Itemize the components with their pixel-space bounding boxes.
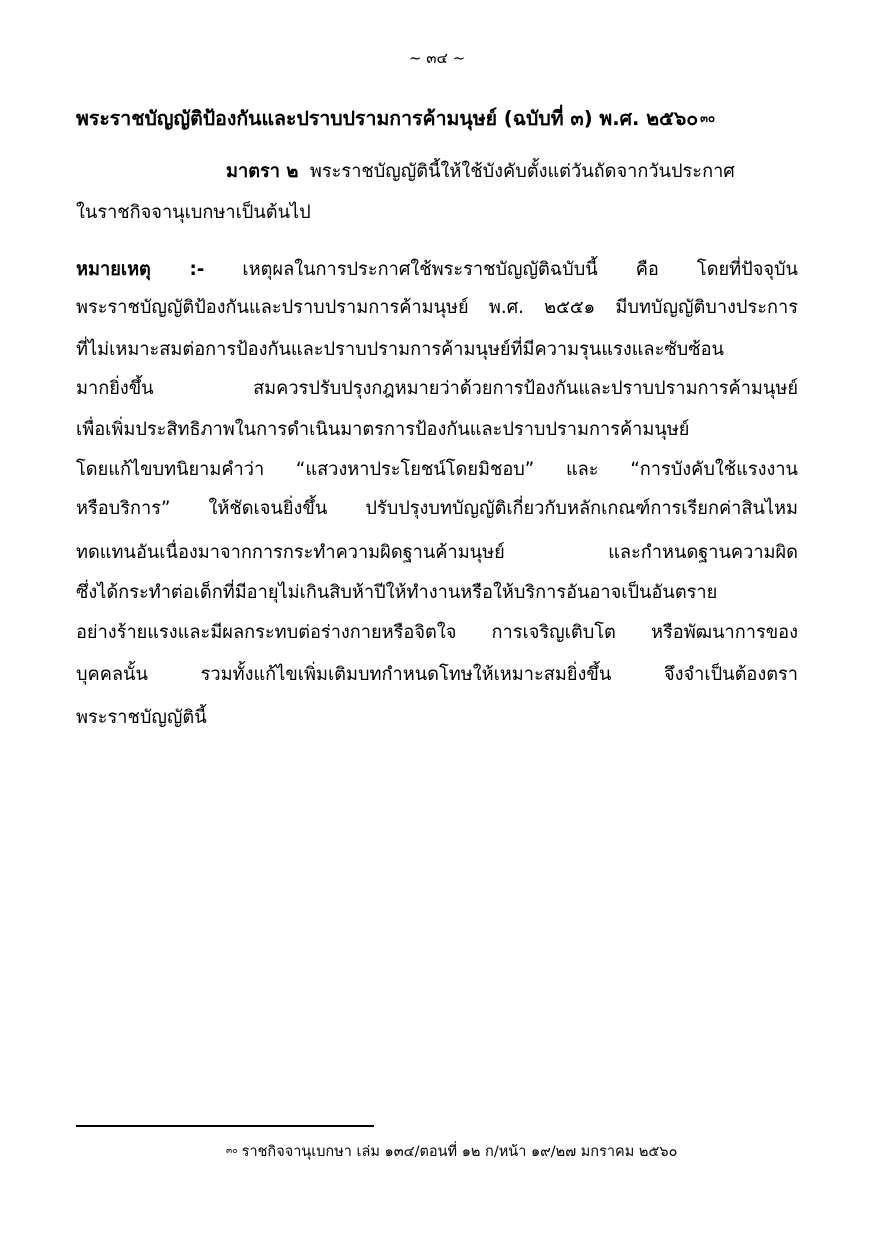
remark-line-6: โดยแก้ไขบทนิยามคำว่า “แสวงหาประโยชน์โดยมิชอบ” และ “การบังคับใช้แรงงาน: [76, 459, 798, 480]
remark-line-4: มากยิ่งขึ้น สมควรปรับปรุงกฎหมายว่าด้วยการป้องกันและปราบปรามการค้ามนุษย์: [76, 378, 798, 399]
remark-line-12: พระราชบัญญัตินี้: [76, 707, 207, 728]
remark-line-5: เพื่อเพิ่มประสิทธิภาพในการดำเนินมาตรการป้องกันและปราบปรามการค้ามนุษย์: [76, 419, 690, 440]
remark-line-2: พระราชบัญญัติป้องกันและปราบปรามการค้ามนุษย์ พ.ศ. ๒๕๕๑ มีบทบัญญัติบางประการ: [76, 297, 798, 318]
footnote: [226, 1140, 677, 1163]
footnote-marker: ๓๐: [226, 1146, 238, 1156]
act-title: [76, 103, 715, 134]
remark-line-7: หรือบริการ” ให้ชัดเจนยิ่งขึ้น ปรับปรุงบทบัญญัติเกี่ยวกับหลักเกณฑ์การเรียกค่าสินไหม: [76, 498, 798, 519]
footnote-separator: [76, 1125, 374, 1127]
remark-line-3: ที่ไม่เหมาะสมต่อการป้องกันและปราบปรามการค้ามนุษย์ที่มีความรุนแรงและซับซ้อน: [76, 339, 724, 360]
section-2-line-1: [226, 160, 735, 184]
remark-label: หมายเหตุ :-: [76, 259, 205, 280]
footnote-text: ราชกิจจานุเบกษา เล่ม ๑๓๔/ตอนที่ ๑๒ ก/หน้า ๑๙/๒๗ มกราคม ๒๕๖๐: [241, 1144, 678, 1160]
section-2-line-2: ในราชกิจจานุเบกษาเป็นต้นไป: [76, 202, 311, 223]
remark-text-line-1: เหตุผลในการประกาศใช้พระราชบัญญัติฉบับนี้ คือ โดยที่ปัจจุบัน: [242, 259, 798, 280]
section-label: มาตรา ๒: [226, 161, 299, 182]
page-number: ~ ๓๔ ~: [408, 49, 466, 67]
title-footnote-marker: ๓๐: [700, 111, 716, 125]
remark-line-11: บุคคลนั้น รวมทั้งแก้ไขเพิ่มเติมบทกำหนดโทษให้เหมาะสมยิ่งขึ้น จึงจำเป็นต้องตรา: [76, 664, 798, 685]
remark-line-1: [76, 258, 798, 282]
remark-line-9: ซึ่งได้กระทำต่อเด็กที่มีอายุไม่เกินสิบห้าปีให้ทำงานหรือให้บริการอันอาจเป็นอันตราย: [76, 582, 718, 603]
section-text-line-1: พระราชบัญญัตินี้ให้ใช้บังคับตั้งแต่วันถัดจากวันประกาศ: [309, 161, 735, 182]
remark-line-10: อย่างร้ายแรงและมีผลกระทบต่อร่างกายหรือจิตใจ การเจริญเติบโต หรือพัฒนาการของ: [76, 622, 798, 643]
act-title-text: พระราชบัญญัติป้องกันและปราบปรามการค้ามนุษย์ (ฉบับที่ ๓) พ.ศ. ๒๕๖๐: [76, 107, 699, 130]
remark-line-8: ทดแทนอันเนื่องมาจากการกระทำความผิดฐานค้ามนุษย์ และกำหนดฐานความผิด: [76, 542, 798, 563]
